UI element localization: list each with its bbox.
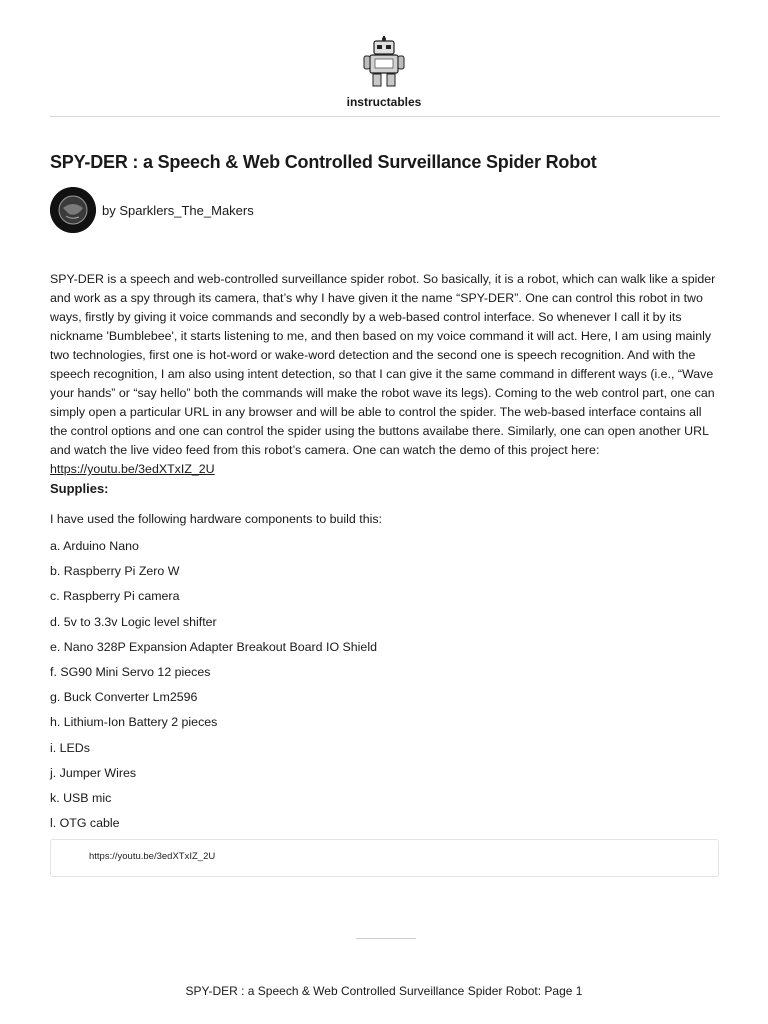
instructables-robot-logo[interactable] xyxy=(362,36,406,93)
supply-item: g. Buck Converter Lm2596 xyxy=(50,690,198,705)
site-header xyxy=(0,36,768,109)
supply-item: e. Nano 328P Expansion Adapter Breakout Board IO Shield xyxy=(50,639,377,654)
supply-item: b. Raspberry Pi Zero W xyxy=(50,564,180,579)
footer-divider xyxy=(356,938,416,939)
supply-item: f. SG90 Mini Servo 12 pieces xyxy=(50,664,211,679)
intro-paragraph xyxy=(50,270,720,479)
page-footer: SPY-DER : a Speech & Web Controlled Surveillance Spider Robot: Page 1 xyxy=(185,984,583,998)
header-divider xyxy=(50,116,720,117)
supply-item: a. Arduino Nano xyxy=(50,539,139,553)
supply-item: j. Jumper Wires xyxy=(50,765,137,780)
embed-video-link[interactable]: https://youtu.be/3edXTxIZ_2U xyxy=(89,851,216,862)
supplies-heading: Supplies: xyxy=(50,481,109,496)
video-embed-box[interactable] xyxy=(50,839,719,877)
supply-item: l. OTG cable xyxy=(50,816,120,831)
supply-item: d. 5v to 3.3v Logic level shifter xyxy=(50,614,217,629)
author-name[interactable]: by Sparklers_The_Makers xyxy=(102,202,254,218)
supply-item: i. LEDs xyxy=(50,740,90,755)
brand-name[interactable]: instructables xyxy=(346,95,422,109)
supply-item: k. USB mic xyxy=(50,790,112,805)
demo-video-link[interactable]: https://youtu.be/3edXTxIZ_2U xyxy=(50,462,215,476)
intro-text: SPY-DER is a speech and web-controlled surveillance spider robot. So basically, it is a robot, which can walk like a spider and work as a spy through its camera, that’s why I have given it the name “SPY-DER”. One can control this robot in two ways, firstly by giving it voice commands and secondly by a web-based control interface. So whenever I call it by its nickname 'Bumblebee', it starts listening to me, and then based on my voice command it will act. Here, I am using mainly two technologies, first one is hot-word or wake-word detection and the second one is speech recognition. And with the speech recognition, I am also using intent detection, so that I can give it the same command in different ways (i.e., “Wave your hands” or “say hello” both the commands will make the robot wave its legs). Coming to the web control part, one can simply open a particular URL in any browser and will be able to control the spider. The web-based interface contains all the control options and one can control the spider using the buttons availabe there. Similarly, one can open another URL and watch the live video feed from this robot’s camera. One can watch the demo of this project here: xyxy=(50,272,716,457)
supply-item: c. Raspberry Pi camera xyxy=(50,589,180,604)
supplies-intro: I have used the following hardware components to build this: xyxy=(50,512,382,526)
author-byline xyxy=(50,187,254,233)
supply-item: h. Lithium-Ion Battery 2 pieces xyxy=(50,715,218,730)
article-title: SPY-DER : a Speech & Web Controlled Surveillance Spider Robot xyxy=(50,152,597,172)
author-avatar[interactable] xyxy=(50,187,96,233)
supplies-list xyxy=(50,537,377,839)
